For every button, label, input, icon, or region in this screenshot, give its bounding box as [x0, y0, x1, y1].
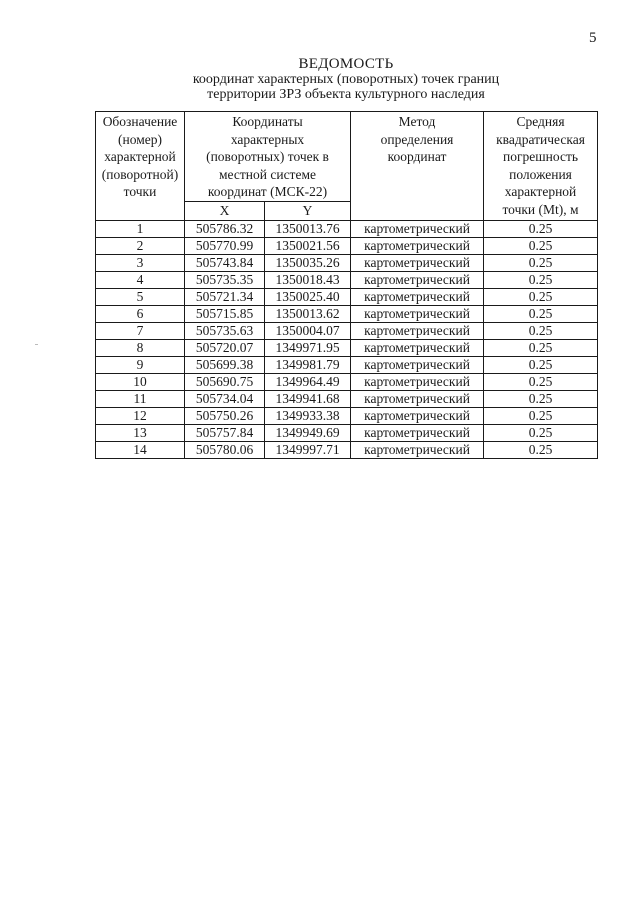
cell-point-number: 9	[96, 356, 185, 373]
cell-x: 505720.07	[185, 339, 265, 356]
table-row	[96, 322, 598, 339]
document-title-block	[96, 57, 596, 102]
cell-accuracy: 0.25	[484, 356, 598, 373]
header-coordinates: Координаты характерных (поворотных) точек в местной системе координат (МСК-22)	[185, 112, 351, 202]
table-row	[96, 220, 598, 237]
cell-x: 505786.32	[185, 220, 265, 237]
cell-point-number: 11	[96, 390, 185, 407]
cell-y: 1349981.79	[265, 356, 351, 373]
header-accuracy: Средняя квадратическая погрешность положения характерной точки (Mt), м	[484, 112, 598, 221]
document-title: ВЕДОМОСТЬ	[298, 56, 394, 72]
cell-method: картометрический	[351, 237, 484, 254]
cell-method: картометрический	[351, 441, 484, 458]
cell-y: 1350013.76	[265, 220, 351, 237]
table-row	[96, 373, 598, 390]
cell-method: картометрический	[351, 390, 484, 407]
cell-y: 1349949.69	[265, 424, 351, 441]
cell-accuracy: 0.25	[484, 373, 598, 390]
cell-point-number: 5	[96, 288, 185, 305]
cell-accuracy: 0.25	[484, 288, 598, 305]
cell-x: 505690.75	[185, 373, 265, 390]
cell-x: 505770.99	[185, 237, 265, 254]
cell-point-number: 14	[96, 441, 185, 458]
cell-accuracy: 0.25	[484, 424, 598, 441]
cell-point-number: 4	[96, 271, 185, 288]
cell-method: картометрический	[351, 322, 484, 339]
cell-y: 1350013.62	[265, 305, 351, 322]
cell-method: картометрический	[351, 254, 484, 271]
cell-y: 1350018.43	[265, 271, 351, 288]
cell-method: картометрический	[351, 220, 484, 237]
scan-mark	[35, 344, 38, 345]
table-row	[96, 441, 598, 458]
cell-accuracy: 0.25	[484, 220, 598, 237]
cell-point-number: 2	[96, 237, 185, 254]
cell-x: 505734.04	[185, 390, 265, 407]
cell-method: картометрический	[351, 356, 484, 373]
cell-x: 505743.84	[185, 254, 265, 271]
cell-accuracy: 0.25	[484, 322, 598, 339]
cell-accuracy: 0.25	[484, 339, 598, 356]
cell-y: 1349964.49	[265, 373, 351, 390]
cell-method: картометрический	[351, 305, 484, 322]
cell-point-number: 6	[96, 305, 185, 322]
table-row	[96, 424, 598, 441]
header-x: X	[185, 201, 265, 220]
cell-point-number: 12	[96, 407, 185, 424]
page-number: 5	[589, 30, 597, 46]
cell-method: картометрический	[351, 407, 484, 424]
header-method: Метод определения координат	[351, 112, 484, 221]
cell-y: 1349933.38	[265, 407, 351, 424]
cell-accuracy: 0.25	[484, 237, 598, 254]
table-row	[96, 237, 598, 254]
cell-point-number: 13	[96, 424, 185, 441]
cell-accuracy: 0.25	[484, 407, 598, 424]
cell-method: картометрический	[351, 271, 484, 288]
cell-accuracy: 0.25	[484, 441, 598, 458]
table-row	[96, 390, 598, 407]
cell-x: 505715.85	[185, 305, 265, 322]
cell-accuracy: 0.25	[484, 271, 598, 288]
document-subtitle-line-2: территории ЗРЗ объекта культурного наследия	[207, 87, 485, 102]
cell-method: картометрический	[351, 339, 484, 356]
cell-y: 1349971.95	[265, 339, 351, 356]
cell-accuracy: 0.25	[484, 254, 598, 271]
table-row	[96, 271, 598, 288]
cell-x: 505699.38	[185, 356, 265, 373]
cell-accuracy: 0.25	[484, 305, 598, 322]
cell-point-number: 8	[96, 339, 185, 356]
cell-point-number: 7	[96, 322, 185, 339]
cell-y: 1350025.40	[265, 288, 351, 305]
cell-y: 1349941.68	[265, 390, 351, 407]
cell-method: картометрический	[351, 373, 484, 390]
cell-x: 505757.84	[185, 424, 265, 441]
cell-y: 1350021.56	[265, 237, 351, 254]
cell-y: 1350004.07	[265, 322, 351, 339]
cell-accuracy: 0.25	[484, 390, 598, 407]
header-y: Y	[265, 201, 351, 220]
cell-x: 505735.35	[185, 271, 265, 288]
cell-point-number: 1	[96, 220, 185, 237]
header-point-number: Обозначение (номер) характерной (поворотной) точки	[96, 112, 185, 221]
cell-point-number: 10	[96, 373, 185, 390]
document-subtitle-line-1: координат характерных (поворотных) точек границ	[192, 72, 500, 87]
cell-x: 505750.26	[185, 407, 265, 424]
coordinates-table	[95, 111, 598, 459]
table-row	[96, 254, 598, 271]
table-row	[96, 407, 598, 424]
table-body	[96, 220, 598, 458]
table-row	[96, 288, 598, 305]
table-row	[96, 305, 598, 322]
cell-x: 505721.34	[185, 288, 265, 305]
cell-point-number: 3	[96, 254, 185, 271]
cell-x: 505780.06	[185, 441, 265, 458]
cell-method: картометрический	[351, 424, 484, 441]
cell-y: 1349997.71	[265, 441, 351, 458]
table-row	[96, 339, 598, 356]
cell-x: 505735.63	[185, 322, 265, 339]
table-row	[96, 356, 598, 373]
cell-method: картометрический	[351, 288, 484, 305]
cell-y: 1350035.26	[265, 254, 351, 271]
